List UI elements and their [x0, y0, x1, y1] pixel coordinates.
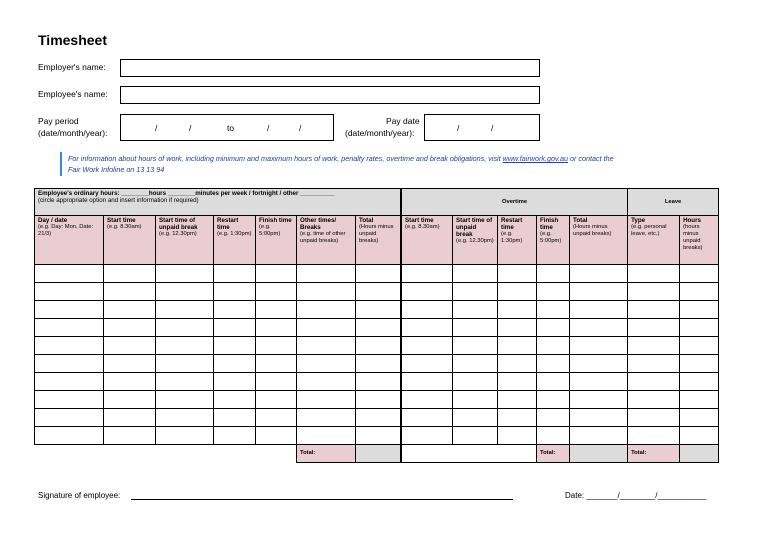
column-title: Start time [405, 217, 434, 224]
entry-cell[interactable] [156, 301, 214, 319]
entry-cell[interactable] [356, 265, 401, 283]
entry-cell[interactable] [214, 427, 256, 445]
entry-cell[interactable] [570, 427, 628, 445]
entry-cell[interactable] [297, 283, 356, 301]
entry-cell[interactable] [104, 337, 156, 355]
column-hint: (Hours minus unpaid breaks) [573, 224, 612, 237]
entry-cell[interactable] [104, 427, 156, 445]
entry-cell[interactable] [35, 265, 104, 283]
employer-name-field[interactable] [120, 59, 540, 77]
overtime-header: Overtime [402, 189, 628, 216]
column-title: Day / date [38, 217, 68, 224]
entry-cell[interactable] [498, 337, 537, 355]
table-row [35, 391, 719, 409]
pay-date-label-2: (date/month/year): [345, 128, 415, 138]
entry-cell[interactable] [256, 373, 297, 391]
entry-cell[interactable] [402, 427, 453, 445]
info-note [68, 153, 718, 175]
pay-period-label-1: Pay period [38, 116, 79, 126]
entry-cell[interactable] [402, 265, 453, 283]
entry-cell[interactable] [156, 427, 214, 445]
entry-cell[interactable] [297, 319, 356, 337]
entry-cell[interactable] [628, 391, 680, 409]
entry-cell[interactable] [104, 283, 156, 301]
entry-cell[interactable] [35, 337, 104, 355]
entry-cell[interactable] [628, 355, 680, 373]
table-row [35, 301, 719, 319]
signature-line[interactable] [131, 499, 513, 500]
entry-cell[interactable] [214, 409, 256, 427]
entry-cell[interactable] [35, 319, 104, 337]
entry-cell[interactable] [104, 391, 156, 409]
date-slash: / [299, 123, 302, 133]
pay-period-field[interactable] [120, 114, 334, 141]
date-slash: / [457, 123, 460, 133]
entry-cell[interactable] [156, 283, 214, 301]
entry-cell[interactable] [297, 355, 356, 373]
entry-cell[interactable] [356, 391, 401, 409]
table-row [35, 319, 719, 337]
entry-cell[interactable] [680, 373, 719, 391]
entry-cell[interactable] [628, 337, 680, 355]
entry-cell[interactable] [256, 427, 297, 445]
ordinary-hours-line: Employee's ordinary hours: ________hours ________minutes per week / fortnight / other __________ [38, 190, 335, 197]
entry-cell[interactable] [498, 409, 537, 427]
entry-cell[interactable] [453, 373, 498, 391]
entry-cell[interactable] [570, 409, 628, 427]
entry-cell[interactable] [156, 319, 214, 337]
entry-cell[interactable] [402, 337, 453, 355]
entry-cell[interactable] [628, 427, 680, 445]
entry-cell[interactable] [537, 265, 570, 283]
entry-cell[interactable] [214, 337, 256, 355]
entry-cell[interactable] [356, 355, 401, 373]
entry-cell[interactable] [356, 337, 401, 355]
totals-spacer [35, 445, 297, 463]
table-row [35, 427, 719, 445]
entry-cell[interactable] [537, 319, 570, 337]
totals-spacer [402, 445, 537, 463]
ordinary-column-header [35, 216, 104, 265]
entry-cell[interactable] [498, 373, 537, 391]
entry-cell[interactable] [214, 319, 256, 337]
column-hint: (e.g. 8.30am) [107, 224, 142, 230]
pay-date-field[interactable] [424, 114, 540, 141]
column-hint: (e.g. time of other unpaid breaks) [300, 231, 346, 244]
entry-cell[interactable] [628, 301, 680, 319]
entry-cell[interactable] [537, 409, 570, 427]
column-title: Other times/ Breaks [300, 217, 337, 231]
entry-cell[interactable] [402, 391, 453, 409]
entry-cell[interactable] [537, 427, 570, 445]
employee-name-field[interactable] [120, 86, 540, 104]
entry-cell[interactable] [570, 301, 628, 319]
table-row [35, 409, 719, 427]
employee-label: Employee's name: [38, 89, 108, 99]
entry-cell[interactable] [156, 409, 214, 427]
timesheet-table [34, 188, 719, 463]
entry-cell[interactable] [570, 355, 628, 373]
entry-cell[interactable] [156, 355, 214, 373]
entry-cell[interactable] [297, 391, 356, 409]
entry-cell[interactable] [453, 265, 498, 283]
table-row [35, 337, 719, 355]
entry-cell[interactable] [453, 301, 498, 319]
entry-cell[interactable] [680, 265, 719, 283]
ordinary-total-label: Total: [297, 445, 356, 463]
page-title: Timesheet [38, 32, 107, 48]
entry-cell[interactable] [680, 319, 719, 337]
to-label: to [227, 123, 235, 133]
overtime-column-header [498, 216, 537, 265]
table-row [35, 265, 719, 283]
entry-cell[interactable] [402, 409, 453, 427]
entry-cell[interactable] [156, 373, 214, 391]
entry-cell[interactable] [35, 355, 104, 373]
column-hint: (Hours minus unpaid breaks) [359, 224, 394, 244]
entry-cell[interactable] [256, 409, 297, 427]
entry-cell[interactable] [104, 301, 156, 319]
info-text: For information about hours of work, including minimum and maximum hours of work, penalty rates, overtime and break obligations, visit [68, 154, 501, 163]
column-hint: (e.g. Day: Mon, Date: 21/3) [38, 224, 94, 237]
column-title: Total [573, 217, 588, 224]
entry-cell[interactable] [104, 355, 156, 373]
entry-cell[interactable] [104, 409, 156, 427]
entry-cell[interactable] [680, 355, 719, 373]
entry-cell[interactable] [498, 319, 537, 337]
ordinary-column-header [214, 216, 256, 265]
column-hint: (e.g. personal leave, etc.) [631, 224, 667, 237]
entry-cell[interactable] [498, 427, 537, 445]
entry-cell[interactable] [453, 283, 498, 301]
table-row [35, 355, 719, 373]
pay-period-label-2: (date/month/year): [38, 128, 108, 138]
entry-cell[interactable] [356, 427, 401, 445]
entry-cell[interactable] [356, 409, 401, 427]
fairwork-link[interactable]: www.fairwork.gov.au [502, 154, 569, 163]
ordinary-column-header [256, 216, 297, 265]
entry-cell[interactable] [680, 409, 719, 427]
entry-cell[interactable] [628, 265, 680, 283]
entry-cell[interactable] [356, 373, 401, 391]
totals-row [35, 445, 719, 463]
ordinary-column-header [356, 216, 401, 265]
entry-cell[interactable] [402, 319, 453, 337]
entry-cell[interactable] [35, 391, 104, 409]
entry-cell[interactable] [537, 373, 570, 391]
ordinary-column-header [156, 216, 214, 265]
entry-cell[interactable] [453, 391, 498, 409]
entry-cell[interactable] [453, 409, 498, 427]
entry-cell[interactable] [628, 283, 680, 301]
column-hint: (e.g. 5:00pm) [259, 224, 281, 237]
entry-cell[interactable] [356, 301, 401, 319]
entry-cell[interactable] [498, 283, 537, 301]
entry-cell[interactable] [537, 301, 570, 319]
entry-cell[interactable] [570, 373, 628, 391]
entry-cell[interactable] [214, 265, 256, 283]
entry-cell[interactable] [256, 319, 297, 337]
leave-header: Leave [628, 189, 719, 216]
leave-total-label: Total: [628, 445, 680, 463]
entry-cell[interactable] [297, 373, 356, 391]
date-slash: / [267, 123, 270, 133]
entry-cell[interactable] [297, 409, 356, 427]
table-row [35, 283, 719, 301]
entry-cell[interactable] [35, 301, 104, 319]
entry-cell[interactable] [498, 301, 537, 319]
entry-cell[interactable] [628, 319, 680, 337]
column-title: Finish time [540, 217, 559, 231]
overtime-column-header [402, 216, 453, 265]
entry-cell[interactable] [570, 319, 628, 337]
entry-cell[interactable] [214, 391, 256, 409]
entry-cell[interactable] [680, 427, 719, 445]
column-hint: (e.g. 12.30pm) [456, 238, 494, 244]
overtime-total-field[interactable] [570, 445, 628, 463]
entry-cell[interactable] [537, 391, 570, 409]
entry-cell[interactable] [570, 283, 628, 301]
entry-cell[interactable] [680, 301, 719, 319]
entry-cell[interactable] [297, 427, 356, 445]
column-hint: (hours minus unpaid breaks) [683, 224, 703, 251]
entry-cell[interactable] [214, 355, 256, 373]
entry-cell[interactable] [256, 301, 297, 319]
entry-cell[interactable] [570, 337, 628, 355]
employer-label: Employer's name: [38, 62, 106, 72]
entry-cell[interactable] [356, 283, 401, 301]
date-label: Date: _______/________/___________ [565, 491, 707, 500]
entry-cell[interactable] [214, 373, 256, 391]
entry-cell[interactable] [680, 391, 719, 409]
signature-label: Signature of employee: [38, 491, 121, 500]
leave-total-field[interactable] [680, 445, 719, 463]
overtime-column-header [537, 216, 570, 265]
entry-cell[interactable] [256, 265, 297, 283]
entry-cell[interactable] [570, 391, 628, 409]
column-hint: (e.g. 1:30pm) [217, 231, 252, 237]
entry-cell[interactable] [256, 355, 297, 373]
table-row [35, 373, 719, 391]
entry-cell[interactable] [498, 391, 537, 409]
entry-cell[interactable] [35, 427, 104, 445]
overtime-total-label: Total: [537, 445, 570, 463]
entry-cell[interactable] [214, 301, 256, 319]
entry-cell[interactable] [35, 373, 104, 391]
entry-cell[interactable] [453, 319, 498, 337]
column-title: Total [359, 217, 374, 224]
info-text-2: or contact the [570, 154, 614, 163]
leave-column-header [680, 216, 719, 265]
column-title: Hours [683, 217, 701, 224]
entry-cell[interactable] [35, 409, 104, 427]
info-accent-bar [60, 152, 62, 176]
ordinary-hours-note: (circle appropriate option and insert information if required) [38, 197, 199, 204]
entry-cell[interactable] [35, 283, 104, 301]
column-hint: (e.g. 5:00pm) [540, 231, 562, 244]
entry-cell[interactable] [453, 427, 498, 445]
overtime-column-header [570, 216, 628, 265]
date-slash: / [155, 123, 158, 133]
column-title: Start time [107, 217, 136, 224]
entry-cell[interactable] [256, 337, 297, 355]
column-hint: (e.g. 1:30pm) [501, 231, 523, 244]
entry-cell[interactable] [402, 301, 453, 319]
entry-cell[interactable] [680, 283, 719, 301]
entry-cell[interactable] [104, 265, 156, 283]
entry-cell[interactable] [297, 301, 356, 319]
entry-cell[interactable] [297, 337, 356, 355]
ordinary-column-header [104, 216, 156, 265]
column-title: Restart time [217, 217, 239, 231]
entry-cell[interactable] [156, 337, 214, 355]
column-hint: (e.g. 12.30pm) [159, 231, 197, 237]
ordinary-hours-header [35, 189, 401, 216]
entry-cell[interactable] [537, 355, 570, 373]
pay-date-label-1: Pay date [386, 116, 420, 126]
entry-cell[interactable] [156, 265, 214, 283]
column-title: Finish time [259, 217, 292, 224]
entry-cell[interactable] [402, 283, 453, 301]
entry-cell[interactable] [402, 373, 453, 391]
column-title: Start time of unpaid break [456, 217, 493, 238]
entry-cell[interactable] [453, 337, 498, 355]
entry-cell[interactable] [256, 283, 297, 301]
entry-cell[interactable] [537, 337, 570, 355]
column-title: Start time of unpaid break [159, 217, 198, 231]
entry-cell[interactable] [498, 265, 537, 283]
entry-cell[interactable] [214, 283, 256, 301]
column-title: Restart time [501, 217, 523, 231]
entry-cell[interactable] [156, 391, 214, 409]
entry-cell[interactable] [628, 409, 680, 427]
date-slash: / [491, 123, 494, 133]
entry-cell[interactable] [680, 337, 719, 355]
overtime-column-header [453, 216, 498, 265]
date-slash: / [189, 123, 192, 133]
entry-cell[interactable] [402, 355, 453, 373]
info-text-3: Fair Work Infoline on 13 13 94 [68, 165, 165, 174]
entry-cell[interactable] [356, 319, 401, 337]
entry-cell[interactable] [570, 265, 628, 283]
leave-column-header [628, 216, 680, 265]
entry-cell[interactable] [297, 265, 356, 283]
ordinary-total-field[interactable] [356, 445, 401, 463]
entry-cell[interactable] [104, 373, 156, 391]
entry-cell[interactable] [256, 391, 297, 409]
entry-cell[interactable] [498, 355, 537, 373]
entry-cell[interactable] [453, 355, 498, 373]
ordinary-column-header [297, 216, 356, 265]
entry-cell[interactable] [628, 373, 680, 391]
entry-cell[interactable] [537, 283, 570, 301]
column-hint: (e.g. 8.30am) [405, 224, 440, 230]
entry-cell[interactable] [104, 319, 156, 337]
column-title: Type [631, 217, 646, 224]
